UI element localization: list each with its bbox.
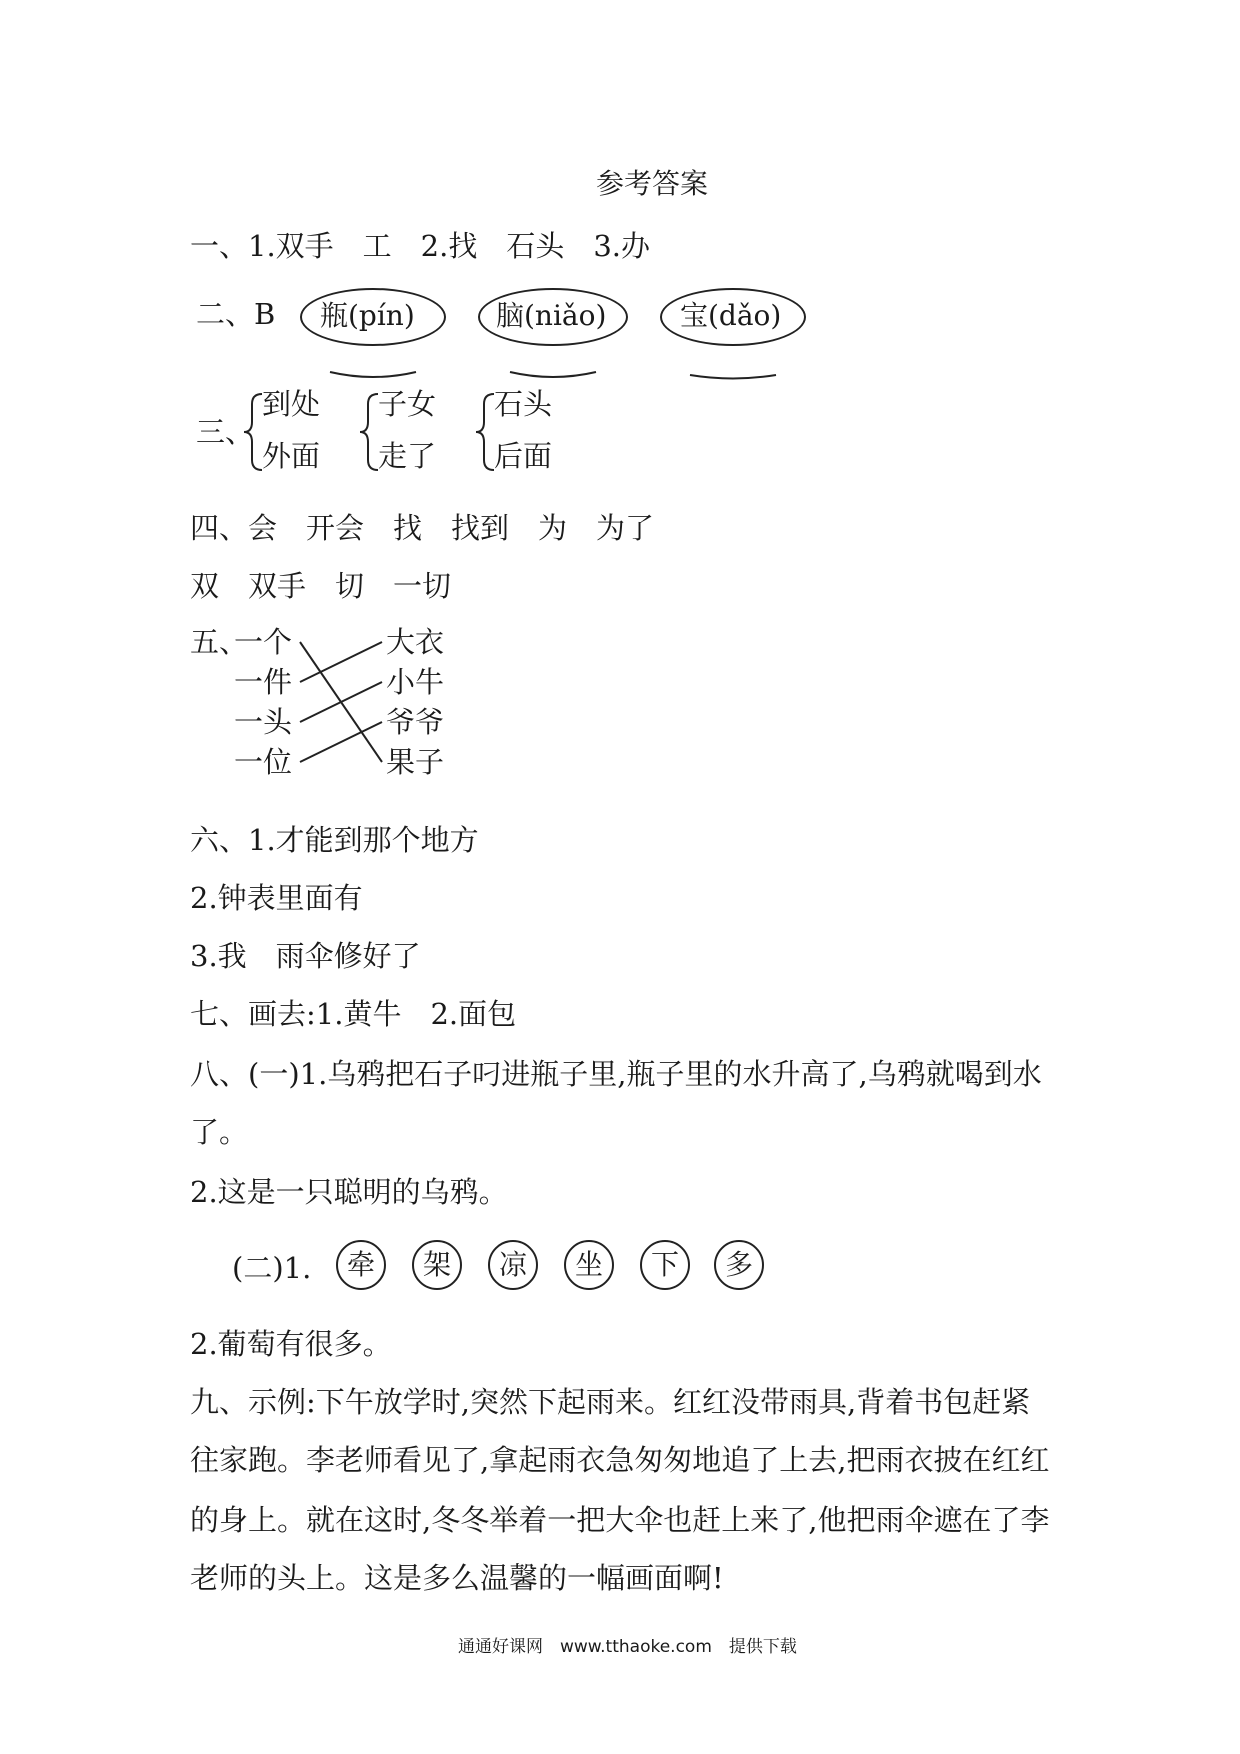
match-line [300, 642, 382, 682]
circled-char: 多 [714, 1240, 764, 1290]
answer-q9-line3: 的身上。就在这时,冬冬举着一把大伞也赶上来了,他把雨伞遮在了李 [190, 1503, 1050, 1537]
circled-char: 牵 [336, 1240, 386, 1290]
answer-q8-line1: 八、(一)1.乌鸦把石子叼进瓶子里,瓶子里的水升高了,乌鸦就喝到水 [190, 1057, 1042, 1091]
q5-right-item: 大衣 [386, 625, 445, 659]
match-line [300, 722, 382, 762]
answer-q9-line4: 老师的头上。这是多么温馨的一幅画面啊! [190, 1561, 724, 1595]
answer-q2-label: 二、B [196, 297, 276, 331]
q3-word: 子女 [378, 387, 437, 421]
q3-word: 外面 [262, 439, 321, 473]
q5-left-item: 一头 [234, 705, 293, 739]
q5-right-item: 小牛 [386, 665, 445, 699]
answer-q9-line1: 九、示例:下午放学时,突然下起雨来。红红没带雨具,背着书包赶紧 [190, 1385, 1031, 1419]
circled-char: 凉 [488, 1240, 538, 1290]
answer-q7: 七、画去:1.黄牛 2.面包 [190, 997, 517, 1031]
answer-q6-line3: 3.我 雨伞修好了 [190, 939, 421, 973]
answer-q5-label: 五、 [190, 625, 249, 659]
answer-q3-label: 三、 [196, 415, 255, 449]
q3-word: 走了 [378, 439, 437, 473]
answer-q8-line5: 2.葡萄有很多。 [190, 1327, 392, 1361]
q5-left-item: 一位 [234, 745, 293, 779]
q5-right-item: 果子 [386, 745, 445, 779]
answer-q6-line1: 六、1.才能到那个地方 [190, 823, 479, 857]
answer-q8-line2: 了。 [190, 1115, 249, 1149]
footer-text: 通通好课网 www.tthaoke.com 提供下载 [458, 1637, 797, 1657]
q5-left-item: 一个 [234, 625, 293, 659]
q3-word: 后面 [494, 439, 553, 473]
answer-q8-line3: 2.这是一只聪明的乌鸦。 [190, 1175, 508, 1209]
q3-word: 到处 [262, 387, 321, 421]
answer-q8-part2-label: (二)1. [232, 1251, 312, 1285]
answer-q9-line2: 往家跑。李老师看见了,拿起雨衣急匆匆地追了上去,把雨衣披在红红 [190, 1443, 1050, 1477]
answer-q1: 一、1.双手 工 2.找 石头 3.办 [190, 229, 651, 263]
answer-q6-line2: 2.钟表里面有 [190, 881, 363, 915]
q3-word: 石头 [494, 387, 553, 421]
circled-char: 下 [640, 1240, 690, 1290]
circled-char: 架 [412, 1240, 462, 1290]
q5-right-item: 爷爷 [386, 705, 445, 739]
match-line [300, 682, 382, 722]
circled-char: 坐 [564, 1240, 614, 1290]
answer-q4-line1: 四、会 开会 找 找到 为 为了 [190, 511, 655, 545]
page-title: 参考答案 [596, 167, 709, 200]
answer-q4-line2: 双 双手 切 一切 [190, 569, 452, 603]
q5-left-item: 一件 [234, 665, 293, 699]
